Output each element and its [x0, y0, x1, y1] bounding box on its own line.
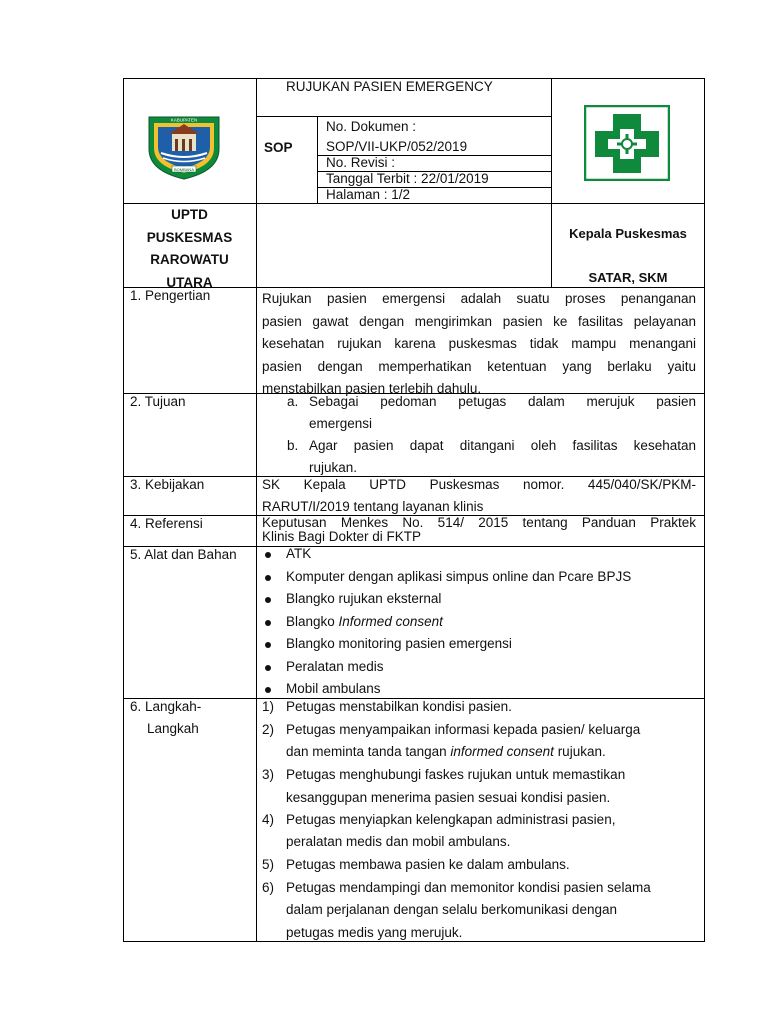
- tujuan-b-line2: rujukan.: [309, 460, 358, 475]
- org-line: PUSKESMAS: [146, 229, 233, 245]
- step-text: [286, 744, 606, 760]
- border-right: [704, 78, 705, 942]
- list-item-text: Blangko: [286, 614, 339, 629]
- column-divider: [256, 78, 257, 942]
- org-line: UPTD: [171, 207, 208, 222]
- section-label-referensi: 4. Referensi: [130, 516, 203, 531]
- org-line: RAROWATU: [150, 252, 229, 267]
- bullet-icon: [265, 575, 271, 581]
- organization-name: [123, 204, 256, 294]
- step-text: petugas medis yang merujuk.: [286, 925, 463, 940]
- referensi-line1: Keputusan Menkes No. 514/ 2015 tentang Panduan Praktek: [262, 515, 696, 530]
- list-item-italic: Informed consent: [338, 614, 443, 629]
- list-item: Blangko rujukan eksternal: [286, 591, 442, 606]
- page-number: Halaman : 1/2: [326, 187, 411, 202]
- tujuan-b-line1: Agar pasien dapat ditangani oleh fasilitas kesehatan: [309, 438, 696, 453]
- referensi-line2: Klinis Bagi Dokter di FKTP: [262, 529, 422, 544]
- section-label-kebijakan: 3. Kebijakan: [130, 477, 205, 492]
- step-text: Petugas mendampingi dan memonitor kondisi pasien selama: [286, 880, 651, 895]
- text-line: pasien dengan memperhatikan ketentuan yang berlaku yaitu: [262, 358, 696, 374]
- list-item: Komputer dengan aplikasi simpus online dan Pcare BPJS: [286, 569, 632, 584]
- step-marker: 4): [262, 812, 275, 827]
- list-item: [286, 614, 443, 630]
- section-label-langkah: 6. Langkah-: [130, 699, 202, 714]
- head-name: SATAR, SKM: [588, 270, 668, 285]
- kebijakan-line2: RARUT/I/2019 tentang layanan klinis: [262, 499, 484, 514]
- step-text: dalam perjalanan dengan selalu berkomunikasi dengan: [286, 902, 617, 917]
- tujuan-a-line2: emergensi: [309, 416, 373, 431]
- text-line: menstabilkan pasien terlebih dahulu.: [262, 381, 482, 396]
- step-marker: 1): [262, 699, 275, 714]
- list-marker: b.: [287, 438, 299, 453]
- sop-title: RUJUKAN PASIEN EMERGENCY: [286, 79, 493, 94]
- bullet-icon: [265, 687, 271, 693]
- section-label-tujuan: 2. Tujuan: [130, 394, 186, 409]
- emblem-icon: [145, 111, 223, 181]
- revision-number: No. Revisi :: [326, 155, 396, 170]
- step-text-italic: informed consent: [450, 744, 554, 759]
- section-label-langkah-2: Langkah: [147, 721, 199, 736]
- column-divider-right: [551, 78, 552, 287]
- section-label-pengertian: 1. Pengertian: [130, 288, 211, 303]
- list-item: Blangko monitoring pasien emergensi: [286, 636, 512, 651]
- step-text: peralatan medis dan mobil ambulans.: [286, 834, 511, 849]
- regency-emblem-logo: [145, 111, 223, 181]
- head-title: Kepala Puskesmas: [569, 226, 687, 241]
- bullet-icon: [265, 665, 271, 671]
- text-line: kesehatan rujukan karena puskesmas tidak mampu menangani: [262, 336, 696, 351]
- step-text: Petugas menstabilkan kondisi pasien.: [286, 699, 512, 714]
- step-text: Petugas menyiapkan kelengkapan administrasi pasien,: [286, 812, 616, 827]
- step-text: kesanggupan menerima pasien sesuai kondisi pasien.: [286, 790, 611, 805]
- svg-text:BOMBANA: BOMBANA: [173, 167, 195, 172]
- list-item: ATK: [286, 546, 312, 561]
- step-marker: 3): [262, 767, 275, 782]
- step-marker: 6): [262, 880, 275, 895]
- step-text: Petugas menghubungi faskes rujukan untuk memastikan: [286, 767, 626, 782]
- step-marker: 5): [262, 857, 275, 872]
- kebijakan-line1: SK Kepala UPTD Puskesmas nomor. 445/040/SK/PKM-: [262, 477, 696, 492]
- text-line: Rujukan pasien emergensi adalah suatu proses penanganan: [262, 291, 696, 306]
- pengertian-text: [262, 288, 696, 401]
- step-text-part: rujukan.: [553, 744, 606, 759]
- step-text: Petugas menyampaikan informasi kepada pasien/ keluarga: [286, 722, 641, 737]
- issue-date: Tanggal Terbit : 22/01/2019: [326, 171, 489, 186]
- puskesmas-logo: [584, 105, 670, 181]
- doc-number-label: No. Dokumen :: [326, 119, 417, 134]
- bullet-icon: [265, 642, 271, 648]
- border-bottom: [123, 941, 705, 942]
- step-marker: 2): [262, 722, 275, 737]
- sop-label: SOP: [264, 140, 293, 155]
- org-line: UTARA: [166, 274, 213, 290]
- doc-number-value: SOP/VII-UKP/052/2019: [326, 139, 468, 154]
- step-text: Petugas membawa pasien ke dalam ambulans.: [286, 857, 570, 872]
- list-item: Peralatan medis: [286, 659, 384, 674]
- list-marker: a.: [287, 394, 299, 409]
- section-label-alat: 5. Alat dan Bahan: [130, 547, 237, 562]
- text-line: pasien gawat dengan mengirimkan pasien ke fasilitas pelayanan: [262, 313, 696, 329]
- list-item: Mobil ambulans: [286, 681, 381, 696]
- header-line: [256, 116, 552, 117]
- step-text-part: dan meminta tanda tangan: [286, 744, 451, 759]
- svg-text:KABUPATEN: KABUPATEN: [170, 117, 198, 123]
- bullet-icon: [265, 620, 271, 626]
- tujuan-a-line1: Sebagai pedoman petugas dalam merujuk pasien: [309, 394, 696, 409]
- bullet-icon: [265, 552, 271, 558]
- bullet-icon: [265, 597, 271, 603]
- cross-icon: [584, 105, 670, 181]
- sop-divider: [317, 116, 318, 204]
- sop-document: [123, 78, 705, 942]
